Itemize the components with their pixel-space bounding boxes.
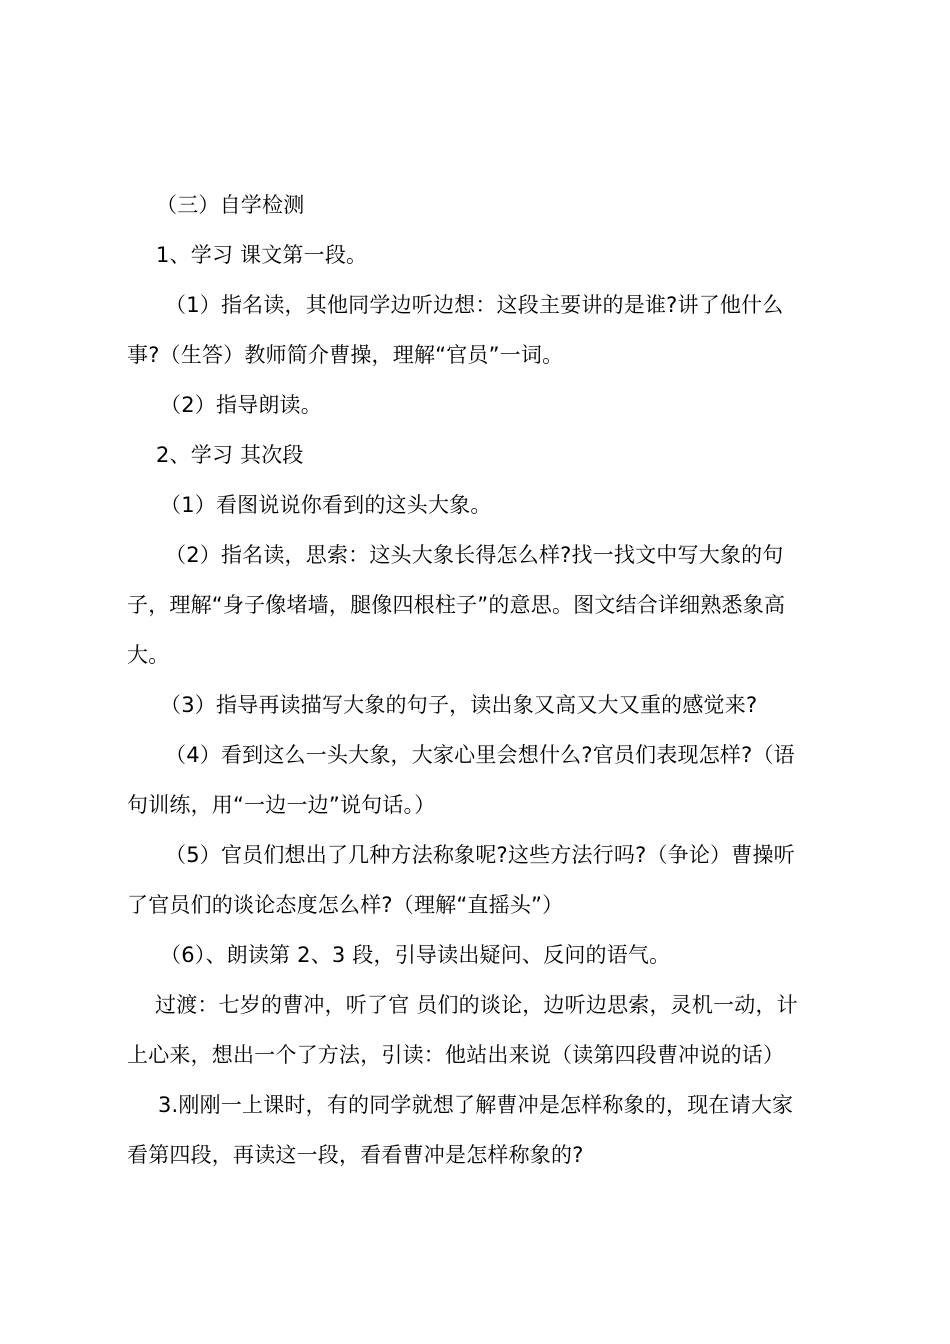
paragraph-line: （4）看到这么一头大象，大家心里会想什么?官员们表现怎样?（语 [165,743,795,767]
section-heading: （三）自学检测 [156,193,305,217]
paragraph-line: 过渡：七岁的曹冲，听了官 员们的谈论，边听边思索，灵机一动，计 [155,993,798,1017]
paragraph-line: 大。 [127,643,170,667]
paragraph-line: 1、学习 课文第一段。 [156,243,368,267]
paragraph-line: （5）官员们想出了几种方法称象呢?这些方法行吗?（争论）曹操听 [165,843,795,867]
paragraph-line: 事?（生答）教师简介曹操，理解“官员”一词。 [127,343,564,367]
paragraph-line: 句训练，用“一边一边”说句话。） [127,793,436,817]
document-body [127,180,833,1180]
paragraph-line: （1）看图说说你看到的这头大象。 [160,493,492,517]
paragraph-line: （2）指导朗读。 [160,393,322,417]
paragraph-line: （3）指导再读描写大象的句子，读出象又高又大又重的感觉来? [160,693,758,717]
paragraph-line: 了官员们的谈论态度怎么样?（理解“直摇头”） [127,893,564,917]
paragraph-line: 上心来，想出一个了方法，引读：他站出来说（读第四段曹冲说的话） [127,1043,785,1067]
paragraph-line: 看第四段，再读这一段，看看曹冲是怎样称象的? [127,1143,584,1167]
paragraph-line: 2、学习 其次段 [156,443,304,467]
paragraph-line: 子，理解“身子像堵墙，腿像四根柱子”的意思。图文结合详细熟悉象高 [127,593,786,617]
paragraph-line: （2）指名读，思索：这头大象长得怎么样?找一找文中写大象的句 [165,543,784,567]
paragraph-line: 3.刚刚一上课时，有的同学就想了解曹冲是怎样称象的，现在请大家 [158,1093,794,1117]
paragraph-line: （1）指名读，其他同学边听边想：这段主要讲的是谁?讲了他什么 [165,293,784,317]
paragraph-line: （6）、朗读第 2、3 段，引导读出疑问、反问的语气。 [160,943,671,967]
